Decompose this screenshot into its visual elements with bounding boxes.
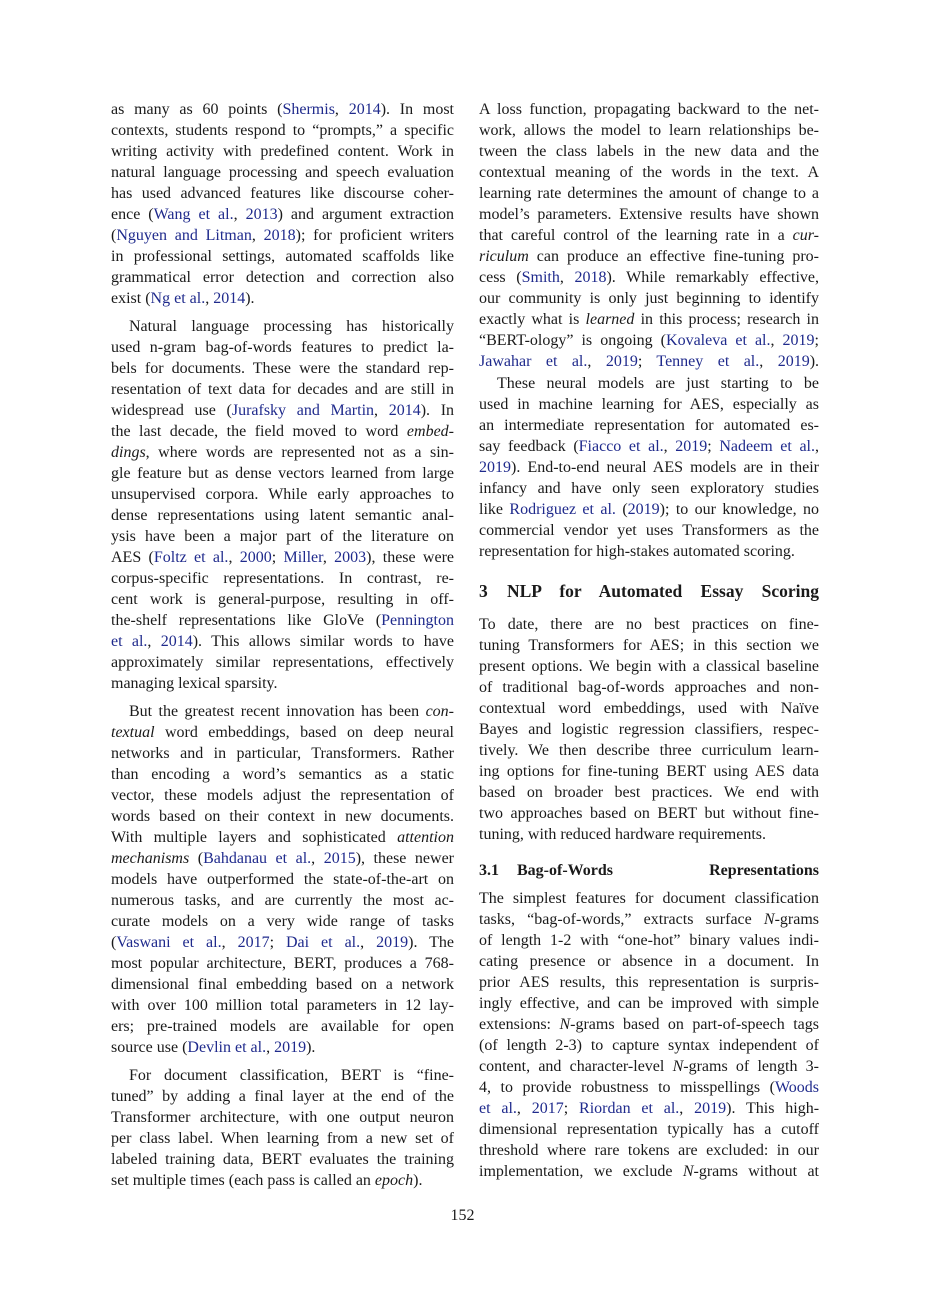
citation-link[interactable]: 2003 (334, 549, 367, 566)
citation-link[interactable]: 2019 (376, 934, 409, 951)
text-line: bels for documents. These were the standard rep- (111, 360, 454, 377)
citation-link[interactable]: Vaswani et al. (116, 934, 222, 951)
text-line: in professional settings, automated scaffolds like (111, 248, 454, 265)
text-line: ing options for fine-tuning BERT using AES data (479, 763, 819, 780)
italic-text: embed- (406, 423, 454, 440)
text-line: cess (Smith, 2018). While remarkably effective, (479, 269, 819, 286)
citation-link[interactable]: Miller (283, 549, 323, 566)
text-line: The simplest features for document classification (479, 890, 819, 907)
paragraph (111, 316, 454, 694)
text-line: contexts, students respond to “prompts,” a specific (111, 122, 454, 139)
italic-text: epoch (374, 1172, 414, 1189)
text-line: (Vaswani et al., 2017; Dai et al., 2019). The (111, 934, 454, 951)
text-line: infancy and have only seen exploratory studies (479, 480, 819, 497)
text-line: resentation of text data for decades and are still in (111, 381, 454, 398)
text-line: tively. We then describe three curriculum learn- (479, 742, 819, 759)
text-line: contextual word embeddings, used with Naïve (479, 700, 819, 717)
text-line: “BERT-ology” is ongoing (Kovaleva et al., 2019; (479, 332, 819, 349)
citation-link[interactable]: Rodriguez et al. (509, 501, 616, 518)
italic-text: con- (425, 703, 454, 720)
citation-link[interactable]: Tenney et al. (656, 353, 760, 370)
text-line: ysis have been a major part of the literature on (111, 528, 454, 545)
citation-link[interactable]: 2019 (274, 1039, 307, 1056)
text-line: used n-gram bag-of-words features to predict la- (111, 339, 454, 356)
text-line: used in machine learning for AES, especially as (479, 396, 819, 413)
text-line: exist (Ng et al., 2014). (111, 290, 255, 307)
citation-link[interactable]: 2014 (160, 633, 193, 650)
italic-text: N (672, 1058, 684, 1075)
paragraph (111, 701, 454, 1058)
text-line: Jawahar et al., 2019; Tenney et al., 2019). (479, 353, 820, 370)
text-line: tuned” by adding a final layer at the end of the (111, 1088, 454, 1105)
text-line: the-shelf representations like GloVe (Pennington (111, 612, 454, 629)
citation-link[interactable]: 2013 (245, 206, 278, 223)
paragraph (111, 99, 454, 309)
italic-text: learned (585, 311, 635, 328)
citation-link[interactable]: Shermis (282, 101, 335, 118)
citation-link[interactable]: 2018 (263, 227, 296, 244)
italic-text: N (763, 911, 775, 928)
citation-link[interactable]: 2014 (388, 402, 421, 419)
text-line: natural language processing and speech evaluation (111, 164, 454, 181)
citation-link[interactable]: Bahdanau et al. (203, 850, 312, 867)
text-line: vector, these models adjust the representation of (111, 787, 454, 804)
paragraph (479, 888, 819, 1182)
text-line: that careful control of the learning rate in a cur- (479, 227, 819, 244)
citation-link[interactable]: Dai et al. (285, 934, 361, 951)
text-line: learning rate determines the amount of change to a (479, 185, 819, 202)
text-line: dense representations using latent semantic anal- (111, 507, 454, 524)
text-line: extensions: N-grams based on part-of-speech tags (479, 1016, 819, 1033)
text-line: textual word embeddings, based on deep neural (111, 724, 454, 741)
citation-link[interactable]: Wang et al. (153, 206, 234, 223)
text-line: prior AES results, this representation is surpris- (479, 974, 819, 991)
citation-link[interactable]: Pennington (381, 612, 454, 629)
paragraph (479, 373, 819, 562)
citation-link[interactable]: 2018 (574, 269, 607, 286)
section-heading (479, 579, 819, 603)
page-number: 152 (450, 1207, 475, 1224)
text-line: present options. We begin with a classical baseline (479, 658, 819, 675)
text-line: content, and character-level N-grams of length 3- (479, 1058, 820, 1075)
text-line: (Nguyen and Litman, 2018); for proficient writers (111, 227, 454, 244)
italic-text: N (559, 1016, 571, 1033)
citation-link[interactable]: 2019 (605, 353, 638, 370)
subsection-title: Bag-of-Words Representations (517, 862, 819, 879)
italic-text: cur- (792, 227, 819, 244)
text-line: labeled training data, BERT evaluates the training (111, 1151, 454, 1168)
text-line: with over 100 million total parameters in 12 lay- (111, 997, 454, 1014)
text-line: writing activity with predefined content. Work in (111, 143, 454, 160)
text-line: AES (Foltz et al., 2000; Miller, 2003), these were (111, 549, 455, 566)
text-line: curate models on a very wide range of tasks (111, 913, 454, 930)
text-line: model’s parameters. Extensive results have shown (479, 206, 819, 223)
italic-text: N (682, 1163, 694, 1180)
text-line: exactly what is learned in this process; research in (479, 311, 820, 328)
text-line: ence (Wang et al., 2013) and argument extraction (111, 206, 455, 223)
citation-link[interactable]: Nadeem et al. (719, 438, 815, 455)
text-line: an intermediate representation for automated es- (479, 417, 819, 434)
text-line: corpus-specific representations. In contrast, re- (111, 570, 454, 587)
text-line: grammatical error detection and correction also (111, 269, 454, 286)
citation-link[interactable]: 2014 (348, 101, 381, 118)
text-line: managing lexical sparsity. (111, 675, 278, 692)
text-line: numerous tasks, and are currently the most ac- (111, 892, 454, 909)
subsection-heading (479, 860, 819, 882)
citation-link[interactable]: 2017 (531, 1100, 564, 1117)
citation-link[interactable]: Foltz et al. (153, 549, 229, 566)
text-line: most popular architecture, BERT, produces a 768- (111, 955, 454, 972)
text-line: threshold where rare tokens are excluded: in our (479, 1142, 819, 1159)
right-column (479, 99, 819, 1182)
text-line: But the greatest recent innovation has been con- (129, 703, 454, 720)
citation-link[interactable]: Riordan et al. (579, 1100, 680, 1117)
text-line: Transformer architecture, with one output neuron (111, 1109, 454, 1126)
text-line: Natural language processing has historically (129, 318, 454, 335)
text-line: of length 1-2 with “one-hot” binary values indi- (479, 932, 819, 949)
paragraph (479, 614, 819, 845)
citation-link[interactable]: Smith (521, 269, 560, 286)
text-line: tuning Transformers for AES; in this section we (479, 637, 819, 654)
text-line: dimensional final embedding based on a network (111, 976, 454, 993)
text-line: source use (Devlin et al., 2019). (111, 1039, 316, 1056)
citation-link[interactable]: Jurafsky and Martin (231, 402, 375, 419)
paragraph (479, 99, 819, 372)
text-line: words based on their context in new documents. (111, 808, 454, 825)
citation-link[interactable]: Kovaleva et al. (666, 332, 771, 349)
citation-link[interactable]: 2019 (777, 353, 810, 370)
italic-text: attention (397, 829, 454, 846)
section-title: NLP for Automated Essay Scoring (507, 581, 819, 601)
text-line: cating presence or absence in a document. In (479, 953, 819, 970)
citation-link[interactable]: et al. (479, 1100, 517, 1117)
text-line: two approaches based on BERT but without fine- (479, 805, 819, 822)
subsection-number: 3.1 (479, 862, 499, 879)
citation-link[interactable]: Ng et al. (150, 290, 206, 307)
text-line: networks and in particular, Transformers. Rather (111, 745, 454, 762)
text-line: set multiple times (each pass is called an epoch). (111, 1172, 423, 1189)
citation-link[interactable]: 2017 (237, 934, 270, 951)
italic-text: mechanisms (111, 850, 190, 867)
text-line: 4, to provide robustness to misspellings (Woods (479, 1079, 819, 1096)
italic-text: textual (111, 724, 155, 741)
text-line: A loss function, propagating backward to the net- (479, 101, 819, 118)
text-line: These neural models are just starting to be (497, 375, 819, 392)
text-line: per class label. When learning from a new set of (111, 1130, 454, 1147)
text-line: For document classification, BERT is “fine- (129, 1067, 454, 1084)
italic-text: dings (111, 444, 146, 461)
text-line: has used advanced features like discourse coher- (111, 185, 454, 202)
citation-link[interactable]: 2019 (479, 459, 511, 476)
citation-link[interactable]: 2019 (675, 438, 708, 455)
text-line: representation for high-stakes automated scoring. (479, 543, 795, 560)
text-line: say feedback (Fiacco et al., 2019; Nadeem et al., (479, 438, 819, 455)
text-line: With multiple layers and sophisticated attention (111, 829, 454, 846)
text-line: contextual meaning of the words in the text. A (479, 164, 819, 181)
citation-link[interactable]: Fiacco et al. (578, 438, 664, 455)
italic-text: riculum (479, 248, 529, 265)
text-line: gle feature but as dense vectors learned from large (111, 465, 454, 482)
text-line: dimensional representation typically has a cutoff (479, 1121, 819, 1138)
text-line: (of length 2-3) to capture syntax independent of (479, 1037, 819, 1054)
text-line: 2019). End-to-end neural AES models are in their (479, 459, 819, 476)
left-column (111, 99, 454, 1191)
citation-link[interactable]: et al. (111, 633, 148, 650)
text-line: Bayes and logistic regression classifiers, respec- (479, 721, 819, 738)
citation-link[interactable]: Woods (774, 1079, 819, 1096)
text-line: the last decade, the field moved to word embed- (111, 423, 454, 440)
citation-link[interactable]: 2019 (627, 501, 660, 518)
text-line: tween the class labels in the new data and the (479, 143, 819, 160)
text-line: of traditional bag-of-words approaches and non- (479, 679, 819, 696)
citation-link[interactable]: 2000 (239, 549, 272, 566)
text-line: implementation, we exclude N-grams without at (479, 1163, 820, 1180)
citation-link[interactable]: 2015 (323, 850, 356, 867)
text-line: mechanisms (Bahdanau et al., 2015), these newer (111, 850, 455, 867)
citation-link[interactable]: 2014 (213, 290, 246, 307)
text-line: like Rodriguez et al. (2019); to our knowledge, no (479, 501, 820, 518)
citation-link[interactable]: 2019 (694, 1100, 727, 1117)
text-line: tasks, “bag-of-words,” extracts surface N-grams (479, 911, 819, 928)
text-line: based on broader best practices. We end with (479, 784, 819, 801)
text-line: dings, where words are represented not as a sin- (111, 444, 454, 461)
text-line: widespread use (Jurafsky and Martin, 2014). In (111, 402, 455, 419)
text-line: unsupervised corpora. While early approaches to (111, 486, 454, 503)
section-number: 3 (479, 581, 488, 601)
paragraph (111, 1065, 454, 1191)
text-line: riculum can produce an effective fine-tuning pro- (479, 248, 819, 265)
text-line: commercial vendor yet uses Transformers as the (479, 522, 819, 539)
text-line: approximately similar representations, effectively (111, 654, 454, 671)
text-line: tuning, with reduced hardware requirements. (479, 826, 767, 843)
text-line: To date, there are no best practices on fine- (479, 616, 819, 633)
text-line: models have outperformed the state-of-the-art on (111, 871, 454, 888)
text-line: cent work is general-purpose, resulting in off- (111, 591, 454, 608)
text-line: ers; pre-trained models are available for open (111, 1018, 454, 1035)
citation-link[interactable]: Jawahar et al. (479, 353, 588, 370)
text-line: et al., 2014). This allows similar words to have (111, 633, 455, 650)
citation-link[interactable]: Devlin et al. (187, 1039, 267, 1056)
text-line: ingly effective, and can be improved with simple (479, 995, 819, 1012)
text-line: et al., 2017; Riordan et al., 2019). This high- (479, 1100, 820, 1117)
text-line: work, allows the model to learn relationships be- (479, 122, 819, 139)
citation-link[interactable]: Nguyen and Litman (116, 227, 252, 244)
text-line: as many as 60 points (Shermis, 2014). In most (111, 101, 454, 118)
text-line: our community is only just beginning to identify (479, 290, 819, 307)
text-line: than encoding a word’s semantics as a static (111, 766, 454, 783)
citation-link[interactable]: 2019 (782, 332, 815, 349)
